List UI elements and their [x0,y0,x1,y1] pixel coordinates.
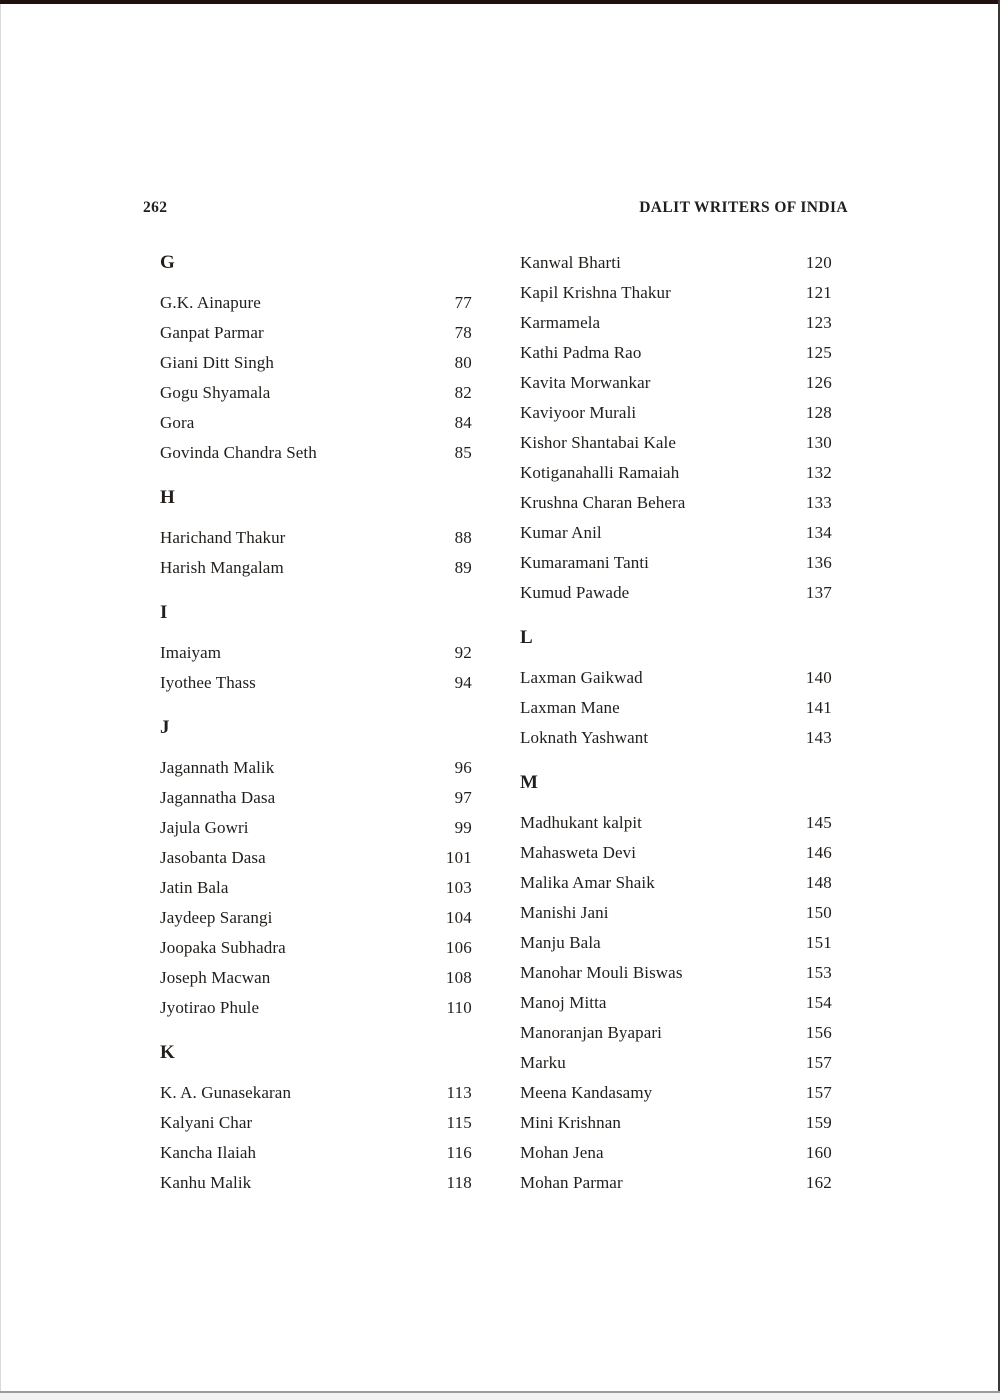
index-entry [520,428,832,458]
index-entry [520,868,832,898]
entry-page: 120 [805,253,832,272]
entry-page: 78 [454,323,472,342]
entry-page: 103 [445,878,472,897]
index-entry [520,1138,832,1168]
entry-name: Manju Bala [520,933,601,952]
entry-page: 82 [454,383,472,402]
entry-name: Giani Ditt Singh [160,353,274,372]
entry-name: Marku [520,1053,566,1072]
running-header [143,198,848,218]
index-entry [520,663,832,693]
entry-page: 121 [805,283,832,302]
entry-name: Govinda Chandra Seth [160,443,317,462]
index-entry [520,1018,832,1048]
index-entry [520,1168,832,1198]
entry-page: 151 [805,933,832,952]
index-entry [160,783,472,813]
index-entry [520,693,832,723]
index-entry [520,928,832,958]
entry-page: 160 [805,1143,832,1162]
entry-name: Manoj Mitta [520,993,607,1012]
entry-page: 130 [805,433,832,452]
entry-name: Jasobanta Dasa [160,848,266,867]
index-entry [160,1138,472,1168]
frame-top-edge [0,0,1000,4]
index-entry [160,288,472,318]
entry-name: Mini Krishnan [520,1113,621,1132]
index-entry [520,988,832,1018]
entry-page: 150 [805,903,832,922]
entry-page: 118 [446,1173,472,1192]
entry-page: 88 [454,528,472,547]
entry-name: Meena Kandasamy [520,1083,653,1102]
index-entry [520,278,832,308]
entry-name: Iyothee Thass [160,673,256,692]
entry-name: G.K. Ainapure [160,293,261,312]
index-entry [160,993,472,1023]
index-entry [160,843,472,873]
entry-page: 108 [445,968,472,987]
entry-page: 162 [805,1173,832,1192]
index-column-left [160,248,472,1198]
index-entry [160,903,472,933]
entry-name: Krushna Charan Behera [520,493,686,512]
index-entry [520,338,832,368]
book-title: DALIT WRITERS OF INDIA [639,199,848,216]
entry-name: Jajula Gowri [160,818,249,837]
entry-name: Kalyani Char [160,1113,253,1132]
entry-page: 137 [805,583,832,602]
entry-name: Kavita Morwankar [520,373,651,392]
entry-page: 146 [805,843,832,862]
entry-page: 101 [445,848,472,867]
index-entry [160,963,472,993]
entry-page: 126 [805,373,832,392]
entry-page: 125 [805,343,832,362]
entry-page: 154 [805,993,832,1012]
entry-page: 80 [454,353,472,372]
frame-left-edge [0,4,1,1400]
index-entry [160,438,472,468]
index-section [520,248,832,608]
entry-page: 115 [446,1113,472,1132]
index-entry [160,348,472,378]
entry-name: Kathi Padma Rao [520,343,642,362]
section-letter: J [160,717,170,738]
index-entry [520,518,832,548]
index-entry [520,723,832,753]
section-letter: H [160,487,176,508]
index-entry [520,368,832,398]
index-section [520,623,832,753]
index-section [160,248,472,468]
entry-name: Gogu Shyamala [160,383,271,402]
index-entry [520,958,832,988]
entry-name: Jaydeep Sarangi [160,908,273,927]
index-entry [520,578,832,608]
entry-page: 141 [805,698,832,717]
entry-page: 96 [454,758,472,777]
index-section [160,483,472,583]
entry-name: Kapil Krishna Thakur [520,283,671,302]
entry-name: Loknath Yashwant [520,728,649,747]
entry-name: Imaiyam [160,643,222,662]
index-section [160,713,472,1023]
entry-page: 145 [805,813,832,832]
entry-page: 136 [805,553,832,572]
entry-page: 134 [805,523,832,542]
index-columns [0,248,1000,1198]
entry-name: Karmamela [520,313,601,332]
entry-page: 128 [805,403,832,422]
entry-name: Kanhu Malik [160,1173,252,1192]
entry-name: Jagannatha Dasa [160,788,276,807]
entry-page: 140 [805,668,832,687]
index-entry [160,378,472,408]
section-letter: L [520,627,533,648]
section-letter: K [160,1042,176,1063]
index-entry [520,548,832,578]
entry-page: 92 [454,643,472,662]
entry-name: Manishi Jani [520,903,609,922]
index-section [160,1038,472,1198]
entry-name: Jyotirao Phule [160,998,260,1017]
entry-name: Kaviyoor Murali [520,403,637,422]
entry-page: 94 [454,673,472,692]
section-letter: G [160,252,176,273]
entry-page: 133 [805,493,832,512]
entry-page: 84 [454,413,472,432]
index-entry [520,808,832,838]
entry-name: Mohan Parmar [520,1173,623,1192]
frame-bottom-strip [0,1393,1000,1400]
index-entry [520,1048,832,1078]
entry-page: 110 [446,998,472,1017]
index-entry [160,638,472,668]
entry-page: 89 [454,558,472,577]
index-entry [520,1078,832,1108]
entry-name: Harish Mangalam [160,558,284,577]
entry-page: 97 [454,788,472,807]
entry-name: Laxman Mane [520,698,620,717]
entry-name: Mohan Jena [520,1143,604,1162]
index-entry [520,458,832,488]
index-entry [160,813,472,843]
entry-page: 104 [445,908,472,927]
entry-page: 106 [445,938,472,957]
entry-page: 157 [805,1083,832,1102]
entry-page: 77 [454,293,472,312]
index-entry [160,753,472,783]
index-entry [520,248,832,278]
section-letter: I [160,602,168,623]
index-entry [520,398,832,428]
entry-name: Kancha Ilaiah [160,1143,257,1162]
index-entry [520,898,832,928]
index-entry [520,838,832,868]
entry-name: Kotiganahalli Ramaiah [520,463,680,482]
index-entry [160,318,472,348]
entry-name: Manohar Mouli Biswas [520,963,683,982]
entry-name: Mahasweta Devi [520,843,637,862]
entry-page: 159 [805,1113,832,1132]
index-column-right [520,248,832,1198]
entry-page: 113 [446,1083,472,1102]
entry-page: 157 [805,1053,832,1072]
page-number: 262 [143,199,168,216]
entry-page: 148 [805,873,832,892]
index-section [520,768,832,1198]
entry-name: Manoranjan Byapari [520,1023,663,1042]
entry-name: Joseph Macwan [160,968,271,987]
entry-page: 132 [805,463,832,482]
index-entry [160,553,472,583]
index-entry [160,1108,472,1138]
entry-name: Kishor Shantabai Kale [520,433,677,452]
entry-name: Kanwal Bharti [520,253,621,272]
entry-name: Kumaramani Tanti [520,553,649,572]
entry-name: Harichand Thakur [160,528,286,547]
index-entry [520,308,832,338]
entry-name: Kumar Anil [520,523,602,542]
index-entry [160,1078,472,1108]
entry-page: 143 [805,728,832,747]
entry-name: Jatin Bala [160,878,229,897]
entry-page: 156 [805,1023,832,1042]
index-entry [160,523,472,553]
index-entry [160,873,472,903]
entry-name: Madhukant kalpit [520,813,642,832]
entry-page: 153 [805,963,832,982]
index-entry [160,933,472,963]
entry-name: K. A. Gunasekaran [160,1083,292,1102]
entry-name: Joopaka Subhadra [160,938,286,957]
entry-name: Ganpat Parmar [160,323,264,342]
index-entry [520,1108,832,1138]
section-letter: M [520,772,539,793]
entry-name: Laxman Gaikwad [520,668,643,687]
entry-name: Jagannath Malik [160,758,275,777]
entry-page: 85 [454,443,472,462]
index-entry [160,1168,472,1198]
index-entry [160,408,472,438]
entry-page: 123 [805,313,832,332]
entry-name: Malika Amar Shaik [520,873,655,892]
entry-name: Gora [160,413,195,432]
entry-name: Kumud Pawade [520,583,630,602]
index-section [160,598,472,698]
index-entry [520,488,832,518]
index-entry [160,668,472,698]
entry-page: 116 [446,1143,472,1162]
entry-page: 99 [454,818,472,837]
